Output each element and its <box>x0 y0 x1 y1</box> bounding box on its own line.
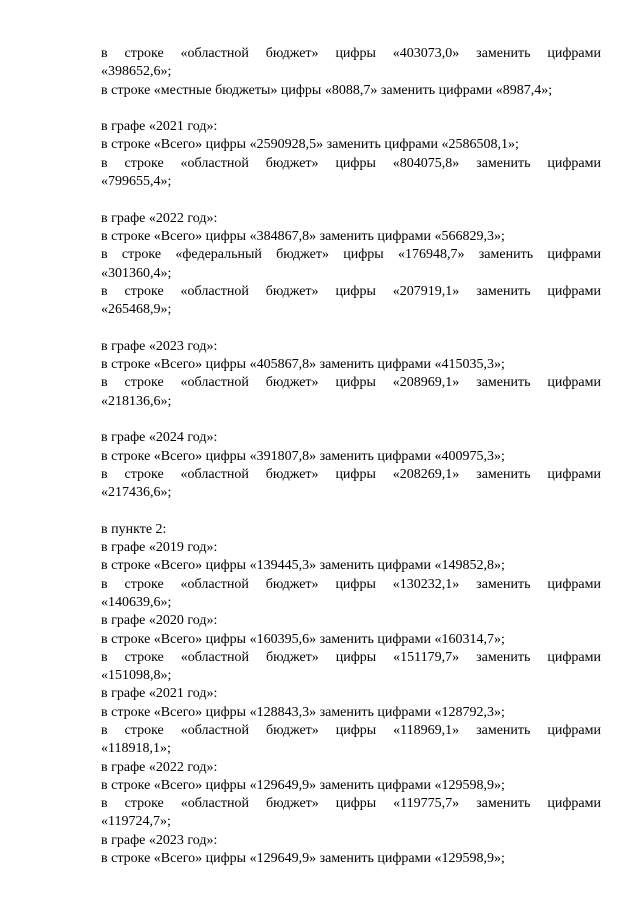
text-line: в строке «областной бюджет» цифры «130232,1» заменить цифрами <box>101 576 601 592</box>
text-line: «119724,7»; <box>101 814 171 830</box>
section-heading: в графе «2021 год»: <box>101 119 218 135</box>
section-heading: в графе «2024 год»: <box>101 430 218 446</box>
blank-line <box>101 502 601 520</box>
blank-line <box>101 100 601 118</box>
text-line: «218136,6»; <box>101 393 172 409</box>
section-heading: в пункте 2: <box>101 521 167 537</box>
section-heading: в графе «2023 год»: <box>101 338 218 354</box>
text-line: в строке «местные бюджеты» цифры «8088,7» заменить цифрами «8987,4»; <box>101 82 553 98</box>
text-line: в строке «областной бюджет» цифры «118969,1» заменить цифрами <box>101 722 601 738</box>
text-line: в строке «областной бюджет» цифры «403073,0» заменить цифрами <box>101 46 601 61</box>
text-line: в строке «Всего» цифры «129649,9» заменить цифрами «129598,9»; <box>101 851 505 867</box>
text-line: в строке «федеральный бюджет» цифры «176948,7» заменить цифрами <box>101 247 601 263</box>
text-line: «301360,4»; <box>101 265 172 281</box>
text-line: «217436,6»; <box>101 485 172 501</box>
text-line: в строке «Всего» цифры «129649,9» заменить цифрами «129598,9»; <box>101 777 505 793</box>
text-line: в строке «областной бюджет» цифры «207919,1» заменить цифрами <box>101 283 601 299</box>
section-heading: в графе «2023 год»: <box>101 832 218 848</box>
section-heading: в графе «2020 год»: <box>101 613 218 629</box>
section-heading: в графе «2022 год»: <box>101 210 218 226</box>
text-line: в строке «Всего» цифры «384867,8» заменить цифрами «566829,3»; <box>101 228 505 244</box>
text-line: в строке «Всего» цифры «405867,8» заменить цифрами «415035,3»; <box>101 357 505 373</box>
text-line: «151098,8»; <box>101 668 172 684</box>
blank-line <box>101 191 601 209</box>
text-line: «265468,9»; <box>101 302 172 318</box>
blank-line <box>101 319 601 337</box>
text-line: в строке «областной бюджет» цифры «208969,1» заменить цифрами <box>101 375 601 391</box>
text-line: «140639,6»; <box>101 594 172 610</box>
document-page <box>101 45 601 868</box>
text-line: в строке «Всего» цифры «139445,3» заменить цифрами «149852,8»; <box>101 558 505 574</box>
text-line: в строке «Всего» цифры «2590928,5» заменить цифрами «2586508,1»; <box>101 137 519 153</box>
text-line: в строке «Всего» цифры «128843,3» заменить цифрами «128792,3»; <box>101 704 505 720</box>
section-heading: в графе «2019 год»: <box>101 540 218 556</box>
text-line: в строке «областной бюджет» цифры «151179,7» заменить цифрами <box>101 649 601 665</box>
text-line: в строке «Всего» цифры «160395,6» заменить цифрами «160314,7»; <box>101 631 505 647</box>
text-line: в строке «областной бюджет» цифры «804075,8» заменить цифрами <box>101 155 601 171</box>
text-line: в строке «областной бюджет» цифры «208269,1» заменить цифрами <box>101 466 601 482</box>
text-line: «398652,6»; <box>101 64 172 80</box>
text-line: в строке «Всего» цифры «391807,8» заменить цифрами «400975,3»; <box>101 448 505 464</box>
section-heading: в графе «2021 год»: <box>101 686 218 702</box>
text-line: в строке «областной бюджет» цифры «119775,7» заменить цифрами <box>101 796 601 812</box>
text-line: «799655,4»; <box>101 174 172 190</box>
blank-line <box>101 411 601 429</box>
section-heading: в графе «2022 год»: <box>101 759 218 775</box>
text-line: «118918,1»; <box>101 741 171 757</box>
